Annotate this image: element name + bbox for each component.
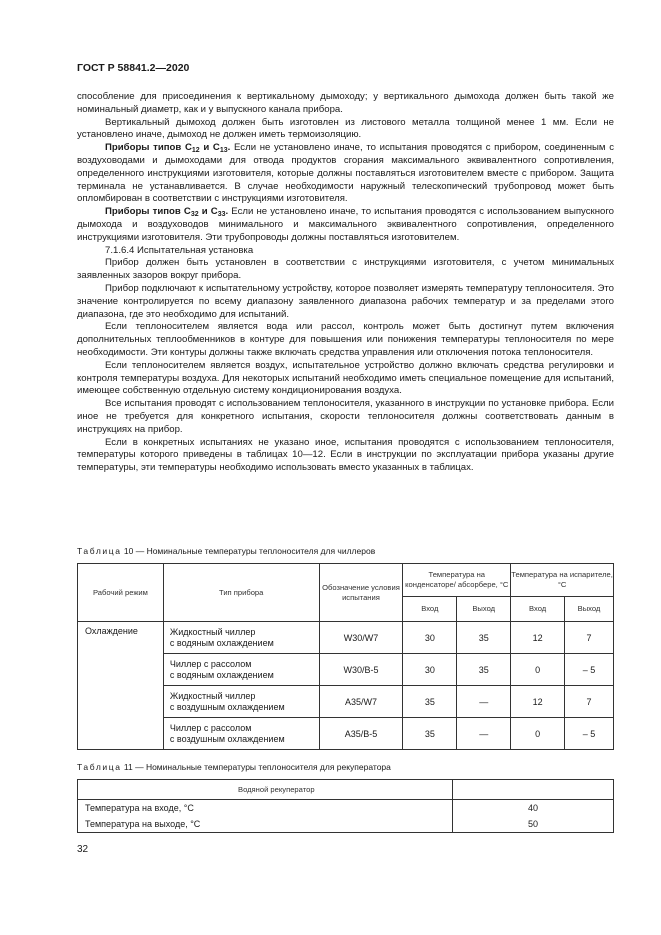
column-header-in: Вход	[511, 597, 565, 622]
cell-value: – 5	[565, 654, 614, 686]
section-heading: 7.1.6.4 Испытательная установка	[105, 244, 254, 256]
paragraph-label: Приборы типов $С_{12}$ и $С_{13}$.	[105, 142, 231, 155]
cell-value: 35	[457, 622, 511, 654]
column-header-evaporator: Температура на испарителе, °С	[511, 564, 614, 597]
cell-value: 12	[511, 622, 565, 654]
cell-value: —	[457, 718, 511, 750]
column-header-recuperator: Водяной рекуператор	[78, 780, 453, 800]
table-row	[78, 816, 614, 833]
paragraph: Если в конкретных испытаниях не указано иное, испытания проводятся с использованием теплоносителя, температуры которого приведены в таблицах 10—12. Если в инструкции по эксплуатации прибора указаны другие температуры, эти температуры необходимо использовать вместо указанных в таблицах.	[77, 436, 614, 474]
page-number: 32	[77, 844, 89, 855]
cell-type: Жидкостный чиллер с воздушным охлаждением	[163, 686, 319, 718]
column-header-type: Тип прибора	[163, 564, 319, 622]
cell-value: —	[457, 686, 511, 718]
cell-designation: W30/B-5	[319, 654, 403, 686]
cell-designation: A35/B-5	[319, 718, 403, 750]
paragraph: Если теплоносителем является воздух, испытательное устройство должно включать средства регулировки и контроля температуры воздуха. Для некоторых испытаний необходимо иметь специальное помещение для испытаний, имеющее собственную отдельную систему кондиционирования воздуха.	[77, 359, 614, 397]
paragraph: Вертикальный дымоход должен быть изготовлен из листового металла толщиной менее 1 мм. Если не установлено иначе, дымоход не должен иметь термоизоляцию.	[77, 116, 614, 141]
cell-value: – 5	[565, 718, 614, 750]
column-header-mode: Рабочий режим	[78, 564, 164, 622]
column-header-out: Выход	[565, 597, 614, 622]
table-chiller-temperatures	[77, 563, 614, 750]
table-row	[78, 622, 614, 654]
column-header-out: Выход	[457, 597, 511, 622]
column-header-in: Вход	[403, 597, 457, 622]
cell-value: 50	[453, 816, 614, 833]
cell-value: 35	[403, 686, 457, 718]
cell-designation: A35/W7	[319, 686, 403, 718]
paragraph: способление для присоединения к вертикальному дымоходу; у вертикального дымохода должен быть такой же номинальный диаметр, как и у выпускного канала прибора.	[77, 91, 614, 115]
cell-value: 0	[511, 718, 565, 750]
table-recuperator-temperatures	[77, 779, 614, 833]
table10-caption: Таблица 10 — Номинальные температуры теплоносителя для чиллеров	[77, 546, 376, 556]
cell-type: Чиллер с рассолом с воздушным охлаждением	[163, 718, 319, 750]
paragraph: Прибор должен быть установлен в соответствии с инструкциями изготовителя, с учетом минимальных заявленных зазоров вокруг прибора.	[77, 257, 614, 282]
cell-type: Чиллер с рассолом с водяным охлаждением	[163, 654, 319, 686]
cell-value: 30	[403, 622, 457, 654]
paragraph: Прибор подключают к испытательному устройству, которое позволяет измерять температуру теплоносителя. Это значение контролируется по всему диапазону заявленного диапазона рабочих температур и за пределами этого диапазона, где это необходимо для испытаний.	[77, 282, 614, 320]
cell-value: 35	[457, 654, 511, 686]
cell-value: 7	[565, 622, 614, 654]
cell-value: 35	[403, 718, 457, 750]
cell-value: 12	[511, 686, 565, 718]
column-header-value	[453, 780, 614, 800]
document-header: ГОСТ Р 58841.2—2020	[77, 62, 190, 74]
body-text	[77, 91, 614, 475]
cell-mode: Охлаждение	[78, 622, 164, 750]
cell-value: 7	[565, 686, 614, 718]
cell-designation: W30/W7	[319, 622, 403, 654]
cell-type: Жидкостный чиллер с водяным охлаждением	[163, 622, 319, 654]
paragraph: Все испытания проводят с использованием теплоносителя, указанного в инструкции по установке прибора. Если иное не требуется для конкретного испытания, скорости теплоносителя должны соответствовать данным в инструкциях на прибор.	[77, 398, 614, 435]
cell-value: 0	[511, 654, 565, 686]
column-header-condenser: Температура на конденсаторе/ абсорбере, °С	[403, 564, 511, 597]
cell-label: Температура на входе, °С	[78, 800, 453, 817]
cell-value: 40	[453, 800, 614, 817]
paragraph-label: Приборы типов $С_{32}$ и $С_{33}$.	[105, 206, 229, 219]
table11-caption: Таблица 11 — Номинальные температуры теплоносителя для рекуператора	[77, 762, 391, 772]
column-header-designation: Обозначение условия испытания	[319, 564, 403, 622]
paragraph: Если теплоносителем является вода или рассол, контроль может быть достигнут путем включения дополнительных теплообменников в контуре для повышения или понижения температуры теплоносителя по мере необходимости. Эти контуры должны также включать средства управления или отключения потока теплоносителя.	[77, 321, 614, 358]
cell-value: 30	[403, 654, 457, 686]
cell-label: Температура на выходе, °С	[78, 816, 453, 833]
paragraph-c12-c13: Приборы типов $С_{12}$ и $С_{13}$. Если не установлено иначе, то испытания проводятся с прибором, соединенным с воздуховодами и дымоходами для отвода продуктов сгорания максимального эквивалентного сопротивления, определенного инструкциями изготовителя, которые должны поставляться изготовителем вместе с прибором. Защита терминала не устанавливается. В случае необходимости наружный телескопический трубопровод может быть опломбирован в соответствии с инструкциями изготовителя.	[77, 142, 614, 205]
paragraph-c32-c33: Приборы типов $С_{32}$ и $С_{33}$. Если не установлено иначе, то испытания проводятся с использованием выпускного дымохода и воздуховодов минимального и максимального эквивалентного сопротивления, определенного инструкциями изготовителя. Эти трубопроводы должны поставляться изготовителем.	[77, 206, 614, 243]
table-row	[78, 800, 614, 817]
